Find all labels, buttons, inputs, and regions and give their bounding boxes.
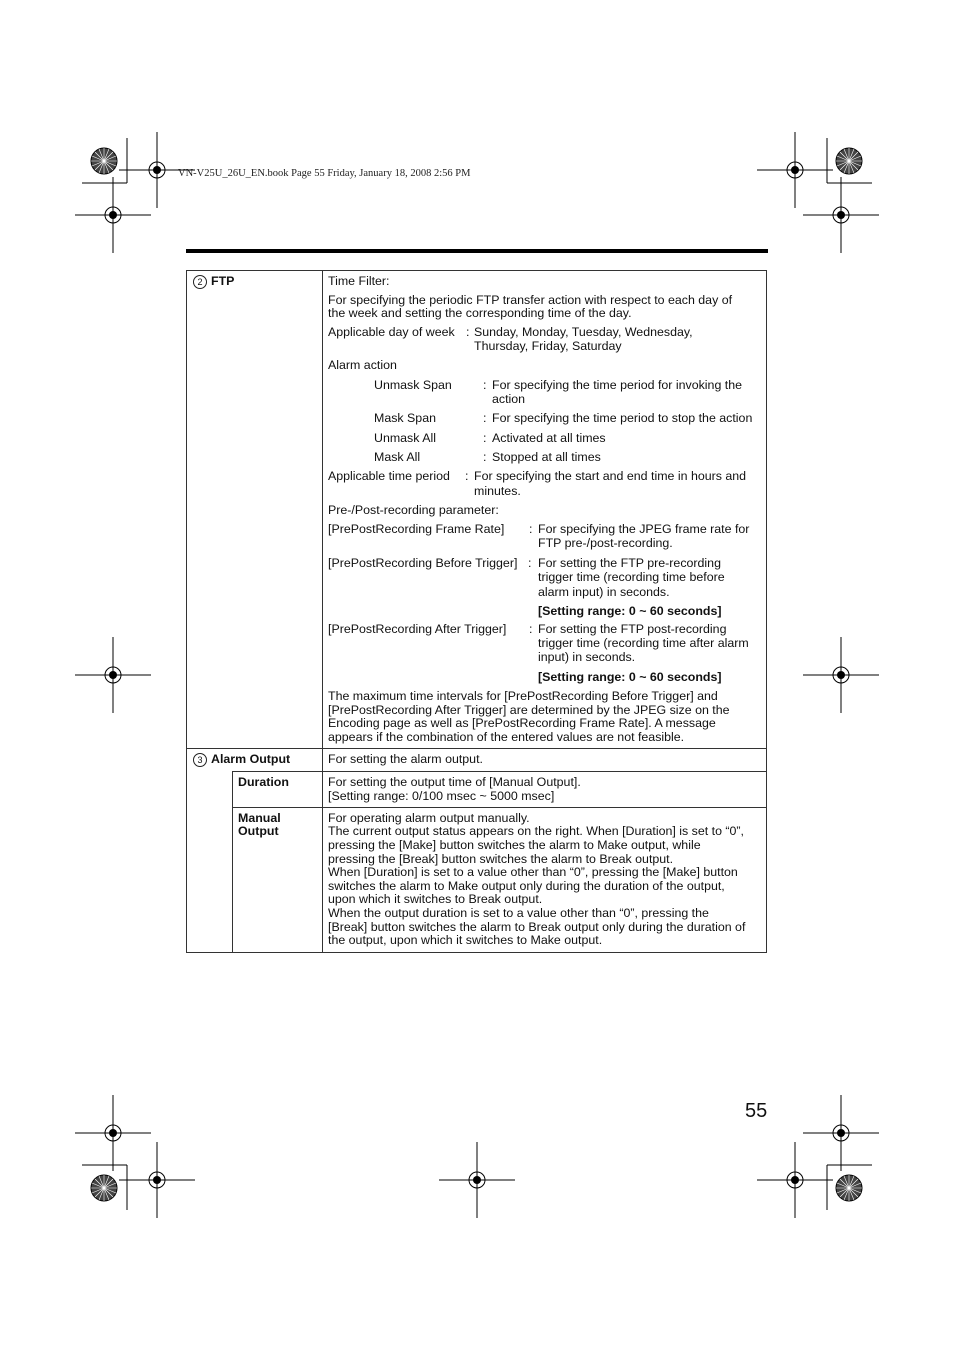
manual-output-desc: When [Duration] is set to a value other than “0”, pressing the [Make] button — [328, 865, 738, 879]
book-info-header: VN-V25U_26U_EN.book Page 55 Friday, January 18, 2008 2:56 PM — [178, 168, 471, 179]
prepost-desc: input) in seconds. — [538, 650, 636, 664]
action-desc: Stopped at all times — [492, 450, 601, 464]
ftp-title: FTP — [211, 274, 235, 288]
action-name: Unmask All — [374, 431, 436, 445]
item-number-2: 2 — [193, 275, 207, 289]
colon: : — [483, 378, 487, 392]
manual-output-desc: [Break] button switches the alarm to Break output only during the duration of — [328, 920, 746, 934]
colon: : — [466, 325, 470, 339]
alarm-output-label — [193, 752, 290, 767]
ftp-note: [PrePostRecording After Trigger] are determined by the JPEG size on the — [328, 703, 730, 717]
manual-output-desc: pressing the [Break] button switches the alarm to Break output. — [328, 852, 674, 866]
time-period-label: Applicable time period — [328, 469, 450, 483]
prepost-desc: FTP pre-/post-recording. — [538, 536, 673, 550]
prepost-title: Pre-/Post-recording parameter: — [328, 503, 499, 517]
colon: : — [465, 469, 469, 483]
ftp-desc-1: For specifying the periodic FTP transfer action with respect to each day of — [328, 293, 733, 307]
row-divider-alarm — [187, 748, 766, 749]
prepost-name: [PrePostRecording Before Trigger] — [328, 556, 518, 570]
page-number: 55 — [745, 1100, 768, 1122]
top-rule — [186, 249, 768, 253]
prepost-name: [PrePostRecording Frame Rate] — [328, 522, 505, 536]
setting-range: [Setting range: 0 ~ 60 seconds] — [538, 604, 722, 618]
row-divider-duration — [232, 771, 766, 772]
ftp-note: appears if the combination of the entered values are not feasible. — [328, 730, 685, 744]
prepost-desc: For specifying the JPEG frame rate for — [538, 522, 750, 536]
prepost-name: [PrePostRecording After Trigger] — [328, 622, 507, 636]
alarm-action-label: Alarm action — [328, 358, 397, 372]
time-period-value-2: minutes. — [474, 484, 521, 498]
duration-desc: For setting the output time of [Manual Output]. — [328, 775, 581, 789]
col-divider-main — [322, 271, 323, 952]
manual-output-label: Output — [238, 824, 279, 838]
action-name: Unmask Span — [374, 378, 452, 392]
colon: : — [529, 522, 533, 536]
manual-output-desc: upon which it switches to Break output. — [328, 892, 543, 906]
action-name: Mask All — [374, 450, 421, 464]
manual-output-desc: switches the alarm to Make output only during the duration of the output, — [328, 879, 725, 893]
colon: : — [483, 411, 487, 425]
prepost-desc: alarm input) in seconds. — [538, 585, 670, 599]
alarm-output-desc: For setting the alarm output. — [328, 752, 483, 766]
action-name: Mask Span — [374, 411, 436, 425]
ftp-desc-2: the week and setting the corresponding time of the day. — [328, 306, 632, 320]
duration-desc: [Setting range: 0/100 msec ~ 5000 msec] — [328, 789, 555, 803]
action-desc: action — [492, 392, 526, 406]
manual-output-desc: pressing the [Make] button switches the alarm to Make output, while — [328, 838, 701, 852]
col-divider-sub — [232, 771, 233, 952]
alarm-output-title: Alarm Output — [211, 752, 291, 766]
action-desc: Activated at all times — [492, 431, 606, 445]
ftp-note: Encoding page as well as [PrePostRecording Frame Rate]. A message — [328, 716, 716, 730]
time-filter-label: Time Filter: — [328, 274, 390, 288]
ftp-note: The maximum time intervals for [PrePostRecording Before Trigger] and — [328, 689, 718, 703]
manual-output-desc: The current output status appears on the right. When [Duration] is set to “0”, — [328, 824, 744, 838]
ftp-label — [193, 274, 234, 289]
manual-output-desc: For operating alarm output manually. — [328, 811, 530, 825]
action-desc: For specifying the time period for invoking the — [492, 378, 743, 392]
item-number-3: 3 — [193, 753, 207, 767]
prepost-desc: trigger time (recording time after alarm — [538, 636, 749, 650]
prepost-desc: trigger time (recording time before — [538, 570, 725, 584]
action-desc: For specifying the time period to stop the action — [492, 411, 753, 425]
setting-range: [Setting range: 0 ~ 60 seconds] — [538, 670, 722, 684]
time-period-value-1: For specifying the start and end time in hours and — [474, 469, 747, 483]
colon: : — [483, 450, 487, 464]
prepost-desc: For setting the FTP post-recording — [538, 622, 727, 636]
prepost-desc: For setting the FTP pre-recording — [538, 556, 721, 570]
manual-output-desc: When the output duration is set to a value other than “0”, pressing the — [328, 906, 709, 920]
day-of-week-label: Applicable day of week — [328, 325, 455, 339]
colon: : — [483, 431, 487, 445]
day-of-week-value-2: Thursday, Friday, Saturday — [474, 339, 622, 353]
colon: : — [528, 556, 532, 570]
colon: : — [529, 622, 533, 636]
manual-output-desc: the output, upon which it switches to Make output. — [328, 933, 603, 947]
duration-label: Duration — [238, 775, 289, 789]
day-of-week-value-1: Sunday, Monday, Tuesday, Wednesday, — [474, 325, 693, 339]
row-divider-manual — [232, 807, 766, 808]
manual-output-label: Manual — [238, 811, 281, 825]
